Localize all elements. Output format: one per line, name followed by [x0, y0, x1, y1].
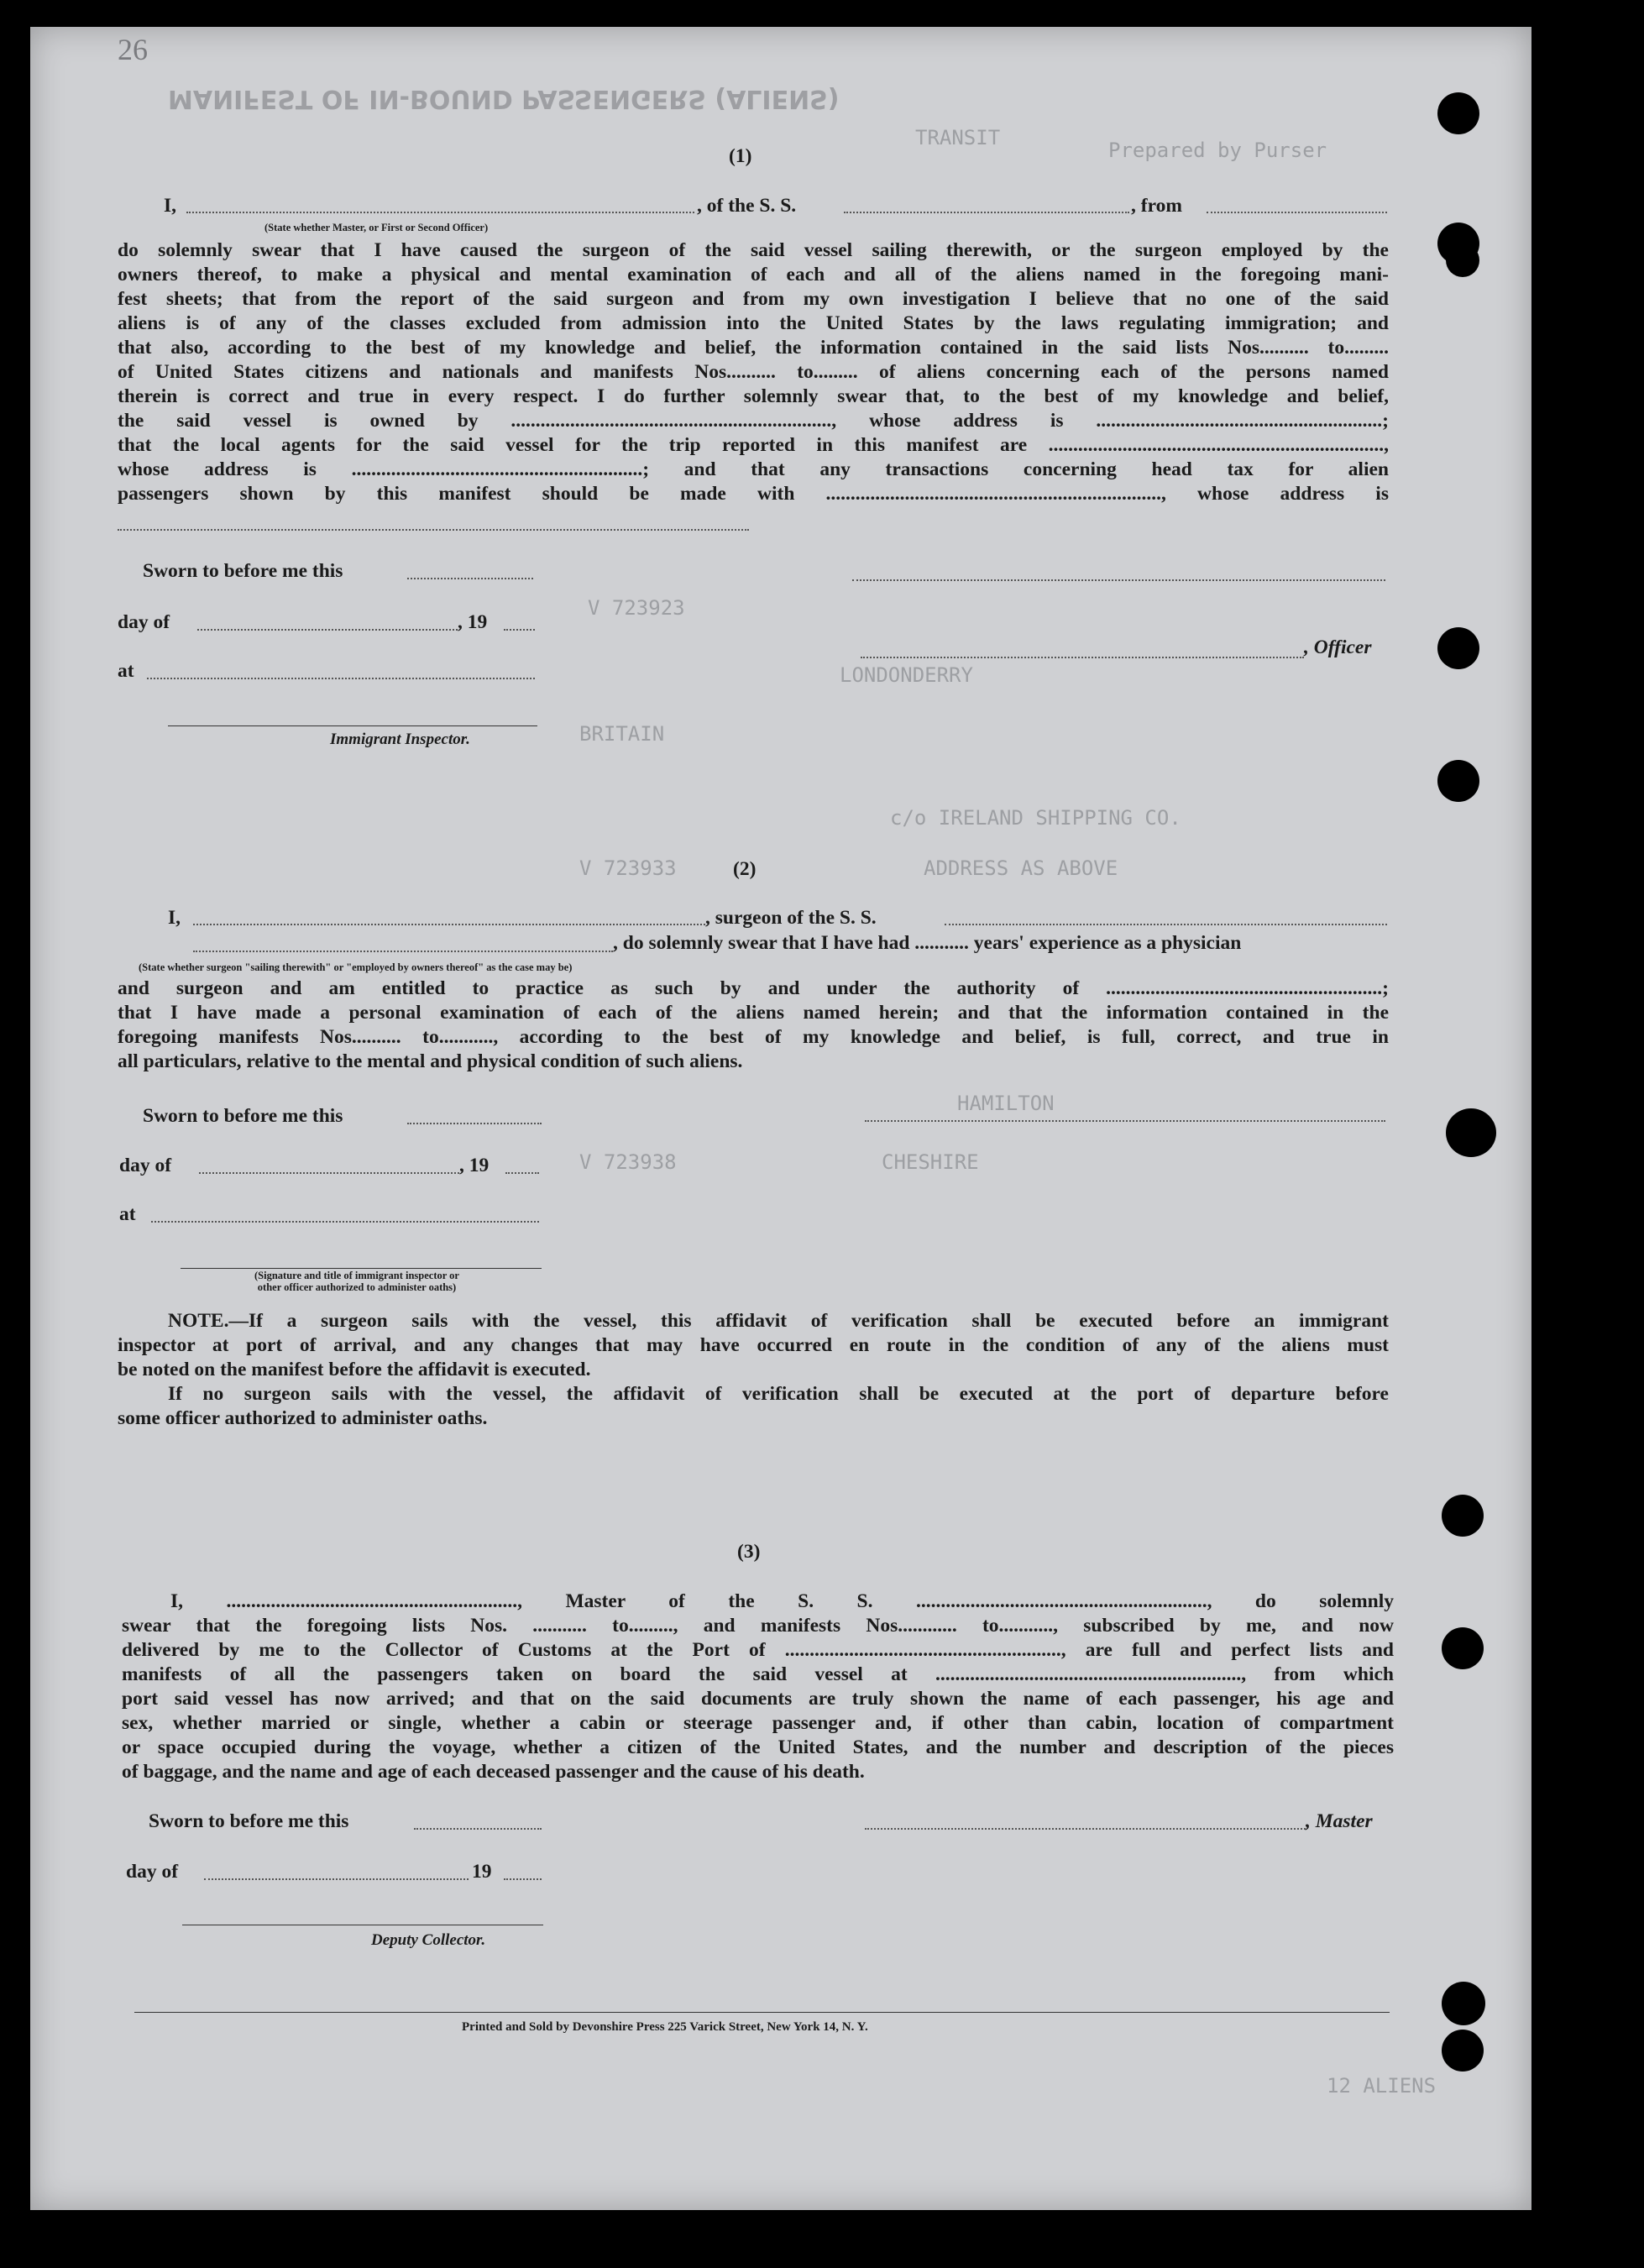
blank-master-signature — [865, 1828, 1306, 1830]
blank-at — [147, 678, 535, 679]
section-2-body — [118, 977, 1389, 1074]
blank-surgeon-name — [193, 924, 705, 925]
body-line: of baggage, and the name and age of each deceased passenger and the cause of his death. — [122, 1761, 865, 1783]
blank-vessel-name-2 — [945, 924, 1387, 925]
section-2-signature-caption-2: other officer authorized to administer oaths) — [257, 1281, 457, 1293]
section-3-collector: Deputy Collector. — [371, 1931, 486, 1949]
blank-day-2 — [199, 1172, 459, 1174]
section-2-day-of: day of — [119, 1155, 172, 1176]
inspector-signature-line-2 — [181, 1268, 542, 1269]
bleed-through-text: BRITAIN — [579, 722, 665, 746]
body-line: of United States citizens and nationals and manifests Nos.......... to......... of aliens concerning each of the persons named — [118, 361, 1389, 383]
punch-hole — [1442, 1982, 1485, 2025]
blank-from-port — [1207, 212, 1387, 213]
section-3-number: (3) — [737, 1541, 761, 1563]
section-1-at: at — [118, 660, 134, 682]
blank-year — [504, 629, 535, 631]
section-1-ss: , of the S. S. — [697, 195, 797, 217]
blank-sworn-date-3 — [414, 1828, 542, 1830]
section-2-signature-caption-1: (Signature and title of immigrant inspector or — [254, 1270, 459, 1281]
body-line: fest sheets; that from the report of the said surgeon and from my own investigation I believe that no one of the said — [118, 288, 1389, 310]
section-1-officer: , Officer — [1304, 636, 1372, 658]
body-line: the said vessel is owned by ................................................................., whose address is ..........................................................; — [118, 410, 1389, 432]
section-2-at: at — [119, 1203, 136, 1225]
section-3-day-of: day of — [126, 1861, 179, 1883]
body-line: I, ..........................................................., Master of the S. S. ..........................................................., do solemnly — [170, 1590, 1394, 1612]
section-3-year: 19 — [472, 1861, 492, 1883]
body-line: swear that the foregoing lists Nos. ........... to........., and manifests Nos............ to..........., subscribed by me, and now — [122, 1615, 1394, 1637]
blank-sworn-date-2 — [407, 1123, 542, 1124]
bleed-through-text: 12 ALIENS — [1327, 2074, 1437, 2098]
note-block — [118, 1309, 1389, 1431]
section-2-ss: , surgeon of the S. S. — [705, 907, 877, 929]
body-line: port said vessel has now arrived; and that on the said documents are truly shown the name of each passenger, his age and — [122, 1688, 1394, 1710]
section-1-sworn: Sworn to before me this — [143, 560, 343, 582]
section-2-caption: (State whether surgeon "sailing therewith" or "employed by owners thereof" as the case may be) — [139, 961, 573, 973]
punch-hole — [1442, 2030, 1484, 2072]
bleed-through-text: CHESHIRE — [882, 1150, 979, 1174]
footer-imprint: Printed and Sold by Devonshire Press 225 Varick Street, New York 14, N. Y. — [462, 2020, 868, 2034]
section-2-sworn: Sworn to before me this — [143, 1105, 343, 1127]
inspector-signature-line — [168, 725, 537, 726]
blank-address-continuation — [118, 529, 749, 531]
note-line: inspector at port of arrival, and any changes that may have occurred en route in the condition of any of the aliens must — [118, 1334, 1389, 1356]
body-line: that I have made a personal examination of each of the aliens named herein; and that the information contained in the — [118, 1002, 1389, 1024]
body-line: that the local agents for the said vessel for the trip reported in this manifest are ...................................................................., — [118, 434, 1389, 456]
punch-hole — [1446, 244, 1479, 277]
body-line: aliens is of any of the classes excluded from admission into the United States by the laws regulating immigration; and — [118, 312, 1389, 334]
body-line: do solemnly swear that I have caused the surgeon of the said vessel sailing therewith, or the surgeon employed by the — [118, 239, 1389, 261]
section-1-day-of: day of — [118, 611, 170, 633]
body-line: or space occupied during the voyage, whether a citizen of the United States, and the number and description of the pieces — [122, 1736, 1394, 1758]
blank-day — [197, 629, 458, 631]
blank-sworn-date — [407, 578, 533, 579]
punch-hole — [1437, 627, 1479, 669]
blank-officer-signature-top — [852, 579, 1385, 581]
bleed-through-text: LONDONDERRY — [840, 663, 973, 687]
body-line: sex, whether married or single, whether a cabin or steerage passenger and, if other than cabin, location of compartment — [122, 1712, 1394, 1734]
blank-year-2 — [505, 1172, 539, 1174]
blank-officer-signature — [861, 657, 1304, 658]
punch-hole — [1442, 1495, 1484, 1537]
section-2-line2: , do solemnly swear that I have had ........... years' experience as a physician — [613, 932, 1242, 954]
punch-hole — [1437, 760, 1479, 802]
body-line: and surgeon and am entitled to practice as such by and under the authority of ........................................................; — [118, 977, 1389, 999]
bleed-through-text: Prepared by Purser — [1108, 139, 1327, 162]
bleed-through-text: V 723938 — [579, 1150, 677, 1174]
section-1-i: I, — [164, 195, 177, 217]
bleed-through-text: TRANSIT — [915, 126, 1001, 149]
section-1-from: , from — [1131, 195, 1182, 217]
section-1-number: (1) — [729, 145, 752, 167]
footer-rule — [134, 2012, 1390, 2013]
blank-year-3 — [504, 1878, 542, 1880]
note-line: some officer authorized to administer oaths. — [118, 1407, 488, 1429]
punch-hole — [1437, 92, 1479, 134]
bleed-through-text: HAMILTON — [957, 1092, 1055, 1115]
bleed-through-heading: MANIFEST OF IN-BOUND PASSENGERS (ALIENS) — [168, 84, 840, 113]
body-line: passengers shown by this manifest should be made with ...................................................................., whose address is — [118, 483, 1389, 505]
blank-surgeon-status — [193, 951, 613, 952]
bleed-through-text: ADDRESS AS ABOVE — [924, 856, 1118, 880]
body-line: all particulars, relative to the mental and physical condition of such aliens. — [118, 1050, 743, 1072]
body-line: manifests of all the passengers taken on board the said vessel at .............................................................., from which — [122, 1663, 1394, 1685]
section-1-body — [118, 238, 1389, 506]
section-3-sworn: Sworn to before me this — [149, 1810, 349, 1832]
corner-mark: 26 — [118, 33, 148, 66]
bleed-through-text: V 723923 — [588, 596, 685, 620]
body-line: delivered by me to the Collector of Customs at the Port of ........................................................, are full and perfect lists and — [122, 1639, 1394, 1661]
body-line: that also, according to the best of my knowledge and belief, the information contained in the said lists Nos.......... to......... — [118, 337, 1389, 359]
punch-hole — [1446, 1108, 1496, 1157]
section-1-year: , 19 — [458, 611, 488, 633]
blank-day-3 — [204, 1878, 469, 1880]
note-line: If no surgeon sails with the vessel, the affidavit of verification shall be executed at the port of departure before — [168, 1383, 1389, 1405]
blank-vessel-name — [844, 212, 1129, 213]
body-line: whose address is ...........................................................; and that any transactions concerning head tax for alien — [118, 458, 1389, 480]
punch-hole — [1442, 1627, 1484, 1669]
section-3-master: , Master — [1306, 1810, 1373, 1832]
blank-officer-title — [186, 212, 694, 213]
section-2-i: I, — [168, 907, 181, 929]
body-line: owners thereof, to make a physical and mental examination of each and all of the aliens named in the foregoing mani- — [118, 264, 1389, 285]
blank-surgeon-signature — [865, 1120, 1385, 1122]
section-1-inspector: Immigrant Inspector. — [330, 731, 470, 748]
bleed-through-text: V 723933 — [579, 856, 677, 880]
section-2-year: , 19 — [459, 1155, 490, 1176]
section-2-number: (2) — [733, 858, 757, 880]
section-1-caption: (State whether Master, or First or Second Officer) — [264, 222, 489, 233]
note-line: NOTE.—If a surgeon sails with the vessel, this affidavit of verification shall be executed before an immigrant — [168, 1310, 1389, 1332]
note-line: be noted on the manifest before the affidavit is executed. — [118, 1359, 591, 1380]
body-line: foregoing manifests Nos.......... to..........., according to the best of my knowledge and belief, is full, correct, and true in — [118, 1026, 1389, 1048]
section-3-body — [122, 1590, 1394, 1784]
body-line: therein is correct and true in every respect. I do further solemnly swear that, to the best of my knowledge and belief, — [118, 385, 1389, 407]
blank-at-2 — [151, 1221, 539, 1223]
bleed-through-text: c/o IRELAND SHIPPING CO. — [890, 806, 1181, 830]
